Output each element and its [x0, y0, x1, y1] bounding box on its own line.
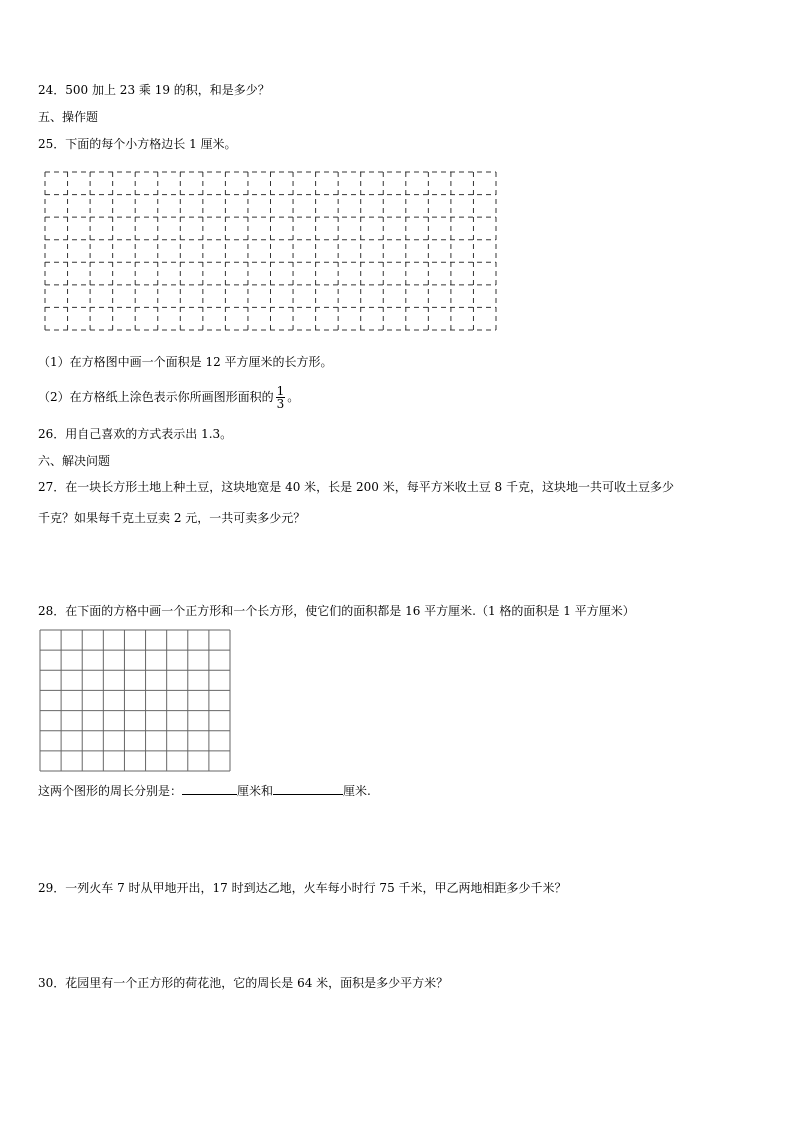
section-5-title: 五、操作题 [38, 110, 99, 124]
question-26: 26．用自己喜欢的方式表示出 1.3。 [38, 427, 233, 441]
answer-unit-and: 厘米和 [237, 784, 274, 798]
question-25-part-2-text: （2）在方格纸上涂色表示你所画图形面积的 [38, 390, 274, 404]
fraction-one-third [276, 385, 286, 410]
question-25-part-2-end: 。 [287, 390, 300, 404]
question-24: 24．500 加上 23 乘 19 的积，和是多少？ [38, 83, 270, 97]
question-29: 29．一列火车 7 时从甲地开出，17 时到达乙地，火车每小时行 75 千米，甲乙两地相距多少千米？ [38, 881, 567, 895]
dashed-grid-25 [44, 171, 497, 331]
answer-unit-end: 厘米. [343, 784, 371, 798]
question-25-part-2 [38, 380, 299, 414]
fraction-denominator: 3 [276, 397, 285, 411]
fraction-numerator: 1 [276, 384, 285, 398]
answer-blank-rectangle-perimeter[interactable] [273, 782, 343, 795]
answer-blank-square-perimeter[interactable] [182, 782, 237, 795]
question-25: 25．下面的每个小方格边长 1 厘米。 [38, 137, 237, 151]
section-6-title: 六、解决问题 [38, 454, 111, 468]
question-27-line-2: 千克？如果每千克土豆卖 2 元，一共可卖多少元？ [38, 511, 306, 525]
question-25-part-1: （1）在方格图中画一个面积是 12 平方厘米的长方形。 [38, 355, 333, 369]
answer-prefix: 这两个图形的周长分别是： [38, 784, 183, 798]
question-28: 28．在下面的方格中画一个正方形和一个长方形，使它们的面积都是 16 平方厘米.（1 格的面积是 1 平方厘米） [38, 604, 635, 618]
solid-grid-28 [39, 629, 231, 772]
question-28-answer [38, 782, 371, 798]
question-30: 30．花园里有一个正方形的荷花池，它的周长是 64 米，面积是多少平方米？ [38, 976, 449, 990]
question-27-line-1: 27．在一块长方形土地上种土豆，这块地宽是 40 米，长是 200 米，每平方米收土豆 8 千克，这块地一共可收土豆多少 [38, 480, 674, 494]
